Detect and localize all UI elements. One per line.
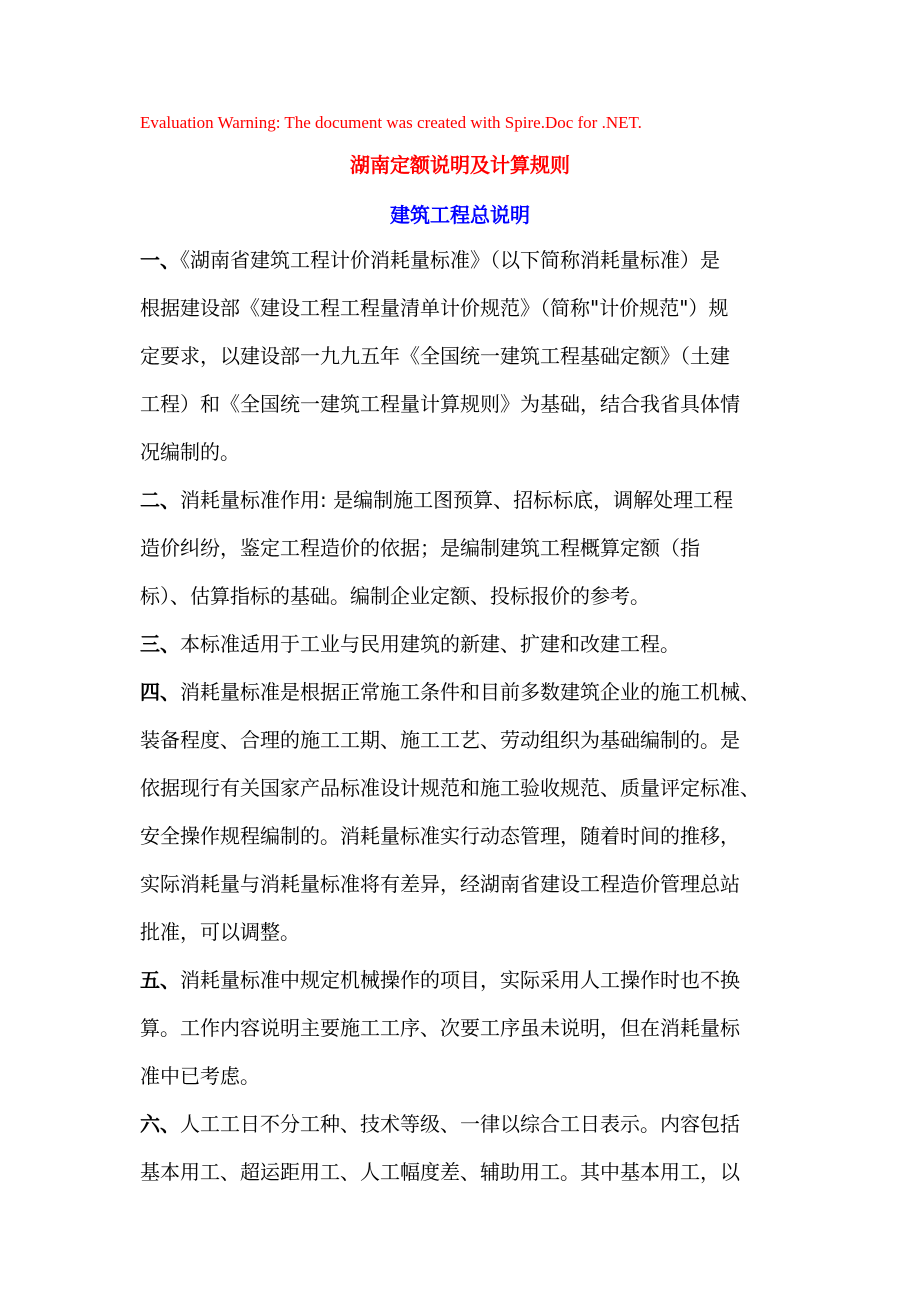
line-text: 根据建设部《建设工程工程量清单计价规范》（简称"计价规范"）规 (140, 296, 729, 320)
line-text: 准中已考虑。 (140, 1064, 260, 1088)
evaluation-warning: Evaluation Warning: The document was created with Spire.Doc for .NET. (140, 113, 642, 132)
paragraph-line (140, 631, 790, 657)
paragraph-line (140, 487, 790, 513)
paragraph-line (140, 967, 790, 993)
section-number: 四、 (140, 680, 180, 704)
paragraph-line (140, 439, 790, 465)
line-text: 安全操作规程编制的。消耗量标准实行动态管理，随着时间的推移， (140, 824, 740, 848)
section-number: 六、 (140, 1112, 180, 1136)
line-text: 况编制的。 (140, 440, 240, 464)
line-text: 依据现行有关国家产品标准设计规范和施工验收规范、质量评定标准、 (140, 776, 760, 800)
line-text: 消耗量标准中规定机械操作的项目，实际采用人工操作时也不换 (180, 968, 740, 992)
line-text: 标）、估算指标的基础。编制企业定额、投标报价的参考。 (140, 584, 650, 608)
line-text: 批准，可以调整。 (140, 920, 300, 944)
paragraph-line (140, 391, 790, 417)
document-subtitle: 建筑工程总说明 (390, 203, 530, 227)
paragraph-line (140, 583, 790, 609)
paragraph-line (140, 919, 790, 945)
line-text: 人工工日不分工种、技术等级、一律以综合工日表示。内容包括 (180, 1112, 740, 1136)
paragraph-line (140, 871, 790, 897)
paragraph-line (140, 1111, 790, 1137)
paragraph-line (140, 1015, 790, 1041)
paragraph-line (140, 727, 790, 753)
document-title: 湖南定额说明及计算规则 (350, 153, 570, 177)
section-number: 一、 (140, 248, 180, 272)
line-text: 本标准适用于工业与民用建筑的新建、扩建和改建工程。 (180, 632, 680, 656)
paragraph-line (140, 1159, 790, 1185)
section-number: 三、 (140, 632, 180, 656)
line-text: 消耗量标准作用: 是编制施工图预算、招标标底，调解处理工程 (180, 488, 734, 512)
line-text: 实际消耗量与消耗量标准将有差异，经湖南省建设工程造价管理总站 (140, 872, 740, 896)
paragraph-line (140, 535, 790, 561)
line-text: 定要求，以建设部一九九五年《全国统一建筑工程基础定额》（土建 (140, 344, 730, 368)
line-text: 造价纠纷，鉴定工程造价的依据；是编制建筑工程概算定额（指 (140, 536, 700, 560)
section-number: 二、 (140, 488, 180, 512)
line-text: 装备程度、合理的施工工期、施工工艺、劳动组织为基础编制的。是 (140, 728, 740, 752)
paragraph-line (140, 823, 790, 849)
paragraph-line (140, 247, 790, 273)
paragraph-line (140, 679, 790, 705)
line-text: 基本用工、超运距用工、人工幅度差、辅助用工。其中基本用工，以 (140, 1160, 740, 1184)
line-text: 工程）和《全国统一建筑工程量计算规则》为基础，结合我省具体情 (140, 392, 740, 416)
line-text: 算。工作内容说明主要施工工序、次要工序虽未说明，但在消耗量标 (140, 1016, 740, 1040)
paragraph-line (140, 295, 790, 321)
paragraph-line (140, 775, 790, 801)
paragraph-line (140, 1063, 790, 1089)
line-text: 消耗量标准是根据正常施工条件和目前多数建筑企业的施工机械、 (180, 680, 760, 704)
section-number: 五、 (140, 968, 180, 992)
line-text: 《湖南省建筑工程计价消耗量标准》（以下简称消耗量标准）是 (180, 248, 720, 272)
paragraph-line (140, 343, 790, 369)
